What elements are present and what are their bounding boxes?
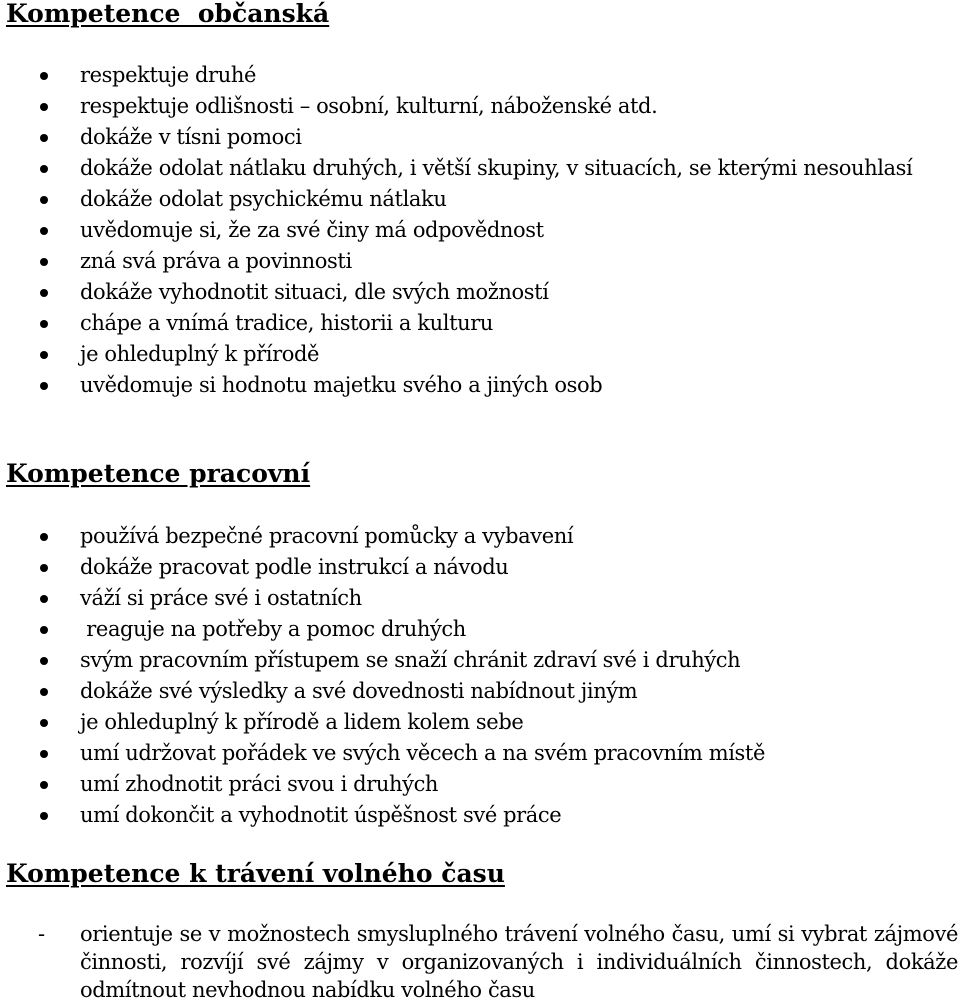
list-item: váží si práce své i ostatních	[0, 583, 960, 614]
bullet-icon	[40, 657, 48, 665]
bullet-icon	[40, 533, 48, 541]
civic-competence-list	[0, 60, 960, 401]
list-item: dokáže pracovat podle instrukcí a návodu	[0, 552, 960, 583]
bullet-icon	[40, 351, 48, 359]
list-item: uvědomuje si hodnotu majetku svého a jiných osob	[0, 370, 960, 401]
bullet-icon	[40, 812, 48, 820]
list-item: respektuje odlišnosti – osobní, kulturní, náboženské atd.	[0, 91, 960, 122]
list-item: dokáže odolat psychickému nátlaku	[0, 184, 960, 215]
list-item: uvědomuje si, že za své činy má odpovědnost	[0, 215, 960, 246]
work-competence-list	[0, 521, 960, 831]
list-item: umí zhodnotit práci svou i druhých	[0, 769, 960, 800]
bullet-icon	[40, 196, 48, 204]
list-item: dokáže své výsledky a své dovednosti nabídnout jiným	[0, 676, 960, 707]
list-item: je ohleduplný k přírodě a lidem kolem sebe	[0, 707, 960, 738]
bullet-icon	[40, 719, 48, 727]
bullet-icon	[40, 320, 48, 328]
bullet-icon	[40, 227, 48, 235]
bullet-icon	[40, 781, 48, 789]
list-item: umí udržovat pořádek ve svých věcech a na svém pracovním místě	[0, 738, 960, 769]
bullet-icon	[40, 750, 48, 758]
list-item: je ohleduplný k přírodě	[0, 339, 960, 370]
bullet-icon	[40, 134, 48, 142]
bullet-icon	[40, 72, 48, 80]
bullet-icon	[40, 564, 48, 572]
bullet-icon	[40, 595, 48, 603]
dash-marker: -	[38, 922, 45, 946]
section-heading-work: Kompetence pracovní	[6, 459, 311, 488]
list-item: svým pracovním přístupem se snaží chránit zdraví své i druhých	[0, 645, 960, 676]
section-heading-leisure: Kompetence k trávení volného času	[6, 859, 505, 888]
bullet-icon	[40, 165, 48, 173]
bullet-icon	[40, 289, 48, 297]
bullet-icon	[40, 626, 48, 634]
list-item: respektuje druhé	[0, 60, 960, 91]
list-item: používá bezpečné pracovní pomůcky a vybavení	[0, 521, 960, 552]
list-item: - orientuje se v možnostech smysluplného trávení volného času, umí si vybrat zájmové činnosti, rozvíjí své zájmy v organizovaných i individuálních činnostech, dokáže odmítnout nevhodnou nabídku volného času	[38, 922, 958, 1002]
list-item: umí dokončit a vyhodnotit úspěšnost své práce	[0, 800, 960, 831]
bullet-icon	[40, 103, 48, 111]
list-item: dokáže v tísni pomoci	[0, 122, 960, 153]
section-heading-civic: Kompetence občanská	[6, 0, 330, 28]
bullet-icon	[40, 688, 48, 696]
list-item: chápe a vnímá tradice, historii a kulturu	[0, 308, 960, 339]
bullet-icon	[40, 258, 48, 266]
bullet-icon	[40, 382, 48, 390]
list-item: dokáže odolat nátlaku druhých, i větší skupiny, v situacích, se kterými nesouhlasí	[0, 153, 960, 184]
leisure-competence-list	[0, 920, 960, 1004]
list-item: zná svá práva a povinnosti	[0, 246, 960, 277]
list-item: reaguje na potřeby a pomoc druhých	[0, 614, 960, 645]
list-item: dokáže vyhodnotit situaci, dle svých možností	[0, 277, 960, 308]
